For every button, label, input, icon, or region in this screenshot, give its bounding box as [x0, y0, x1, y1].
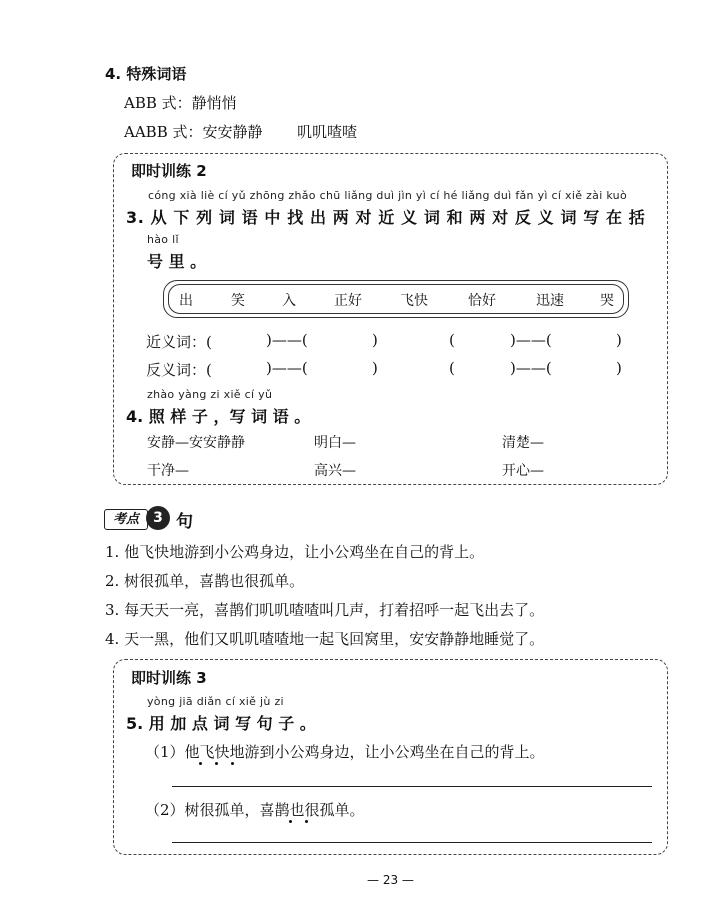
word-item: 入: [282, 293, 296, 309]
item-word: 明白—: [314, 435, 356, 451]
abb-line: ABB 式：静悄悄: [124, 94, 237, 112]
training2-title: 即时训练 2: [131, 162, 207, 180]
emphasis-dot: [289, 820, 292, 823]
synonym-pair2-close: ): [616, 331, 622, 349]
item-word: 清楚—: [502, 435, 544, 451]
item-word: 干净—: [147, 463, 189, 479]
aabb-word2: 叽叽喳喳: [297, 123, 358, 141]
antonym-pair1-close: ): [372, 359, 378, 377]
q3-pinyin: cóng xià liè cí yǔ zhōng zhǎo chū liǎng duì jìn yì cí hé liǎng duì fǎn yì cí xiě zài kuò: [148, 189, 627, 202]
word-item: 恰好: [468, 293, 496, 309]
q5-sentence-1: （1）他飞快地游到小公鸡身边，让小公鸡坐在自己的背上。: [145, 743, 545, 761]
kaodian-label: 考点: [112, 512, 139, 527]
synonym-label: 近义词：(: [146, 333, 212, 351]
antonym-pair2-mid: )——(: [510, 359, 552, 377]
q4-text: 4. 照 样 子 ，写 词 语 。: [126, 407, 311, 426]
answer-line-2[interactable]: [172, 842, 652, 843]
word-item: 哭: [600, 293, 614, 309]
antonym-pair2-open: (: [449, 359, 455, 377]
section4-heading: 4. 特殊词语: [105, 65, 187, 83]
answer-line-1[interactable]: [172, 786, 652, 787]
emphasis-dot: [215, 762, 218, 765]
item-word: 开心—: [502, 463, 544, 479]
sentence-1: 1. 他飞快地游到小公鸡身边，让小公鸡坐在自己的背上。: [105, 543, 485, 561]
emphasis-dot: [305, 820, 308, 823]
synonym-pair1-mid: )——(: [266, 331, 308, 349]
item-word: 高兴—: [314, 463, 356, 479]
word-item: 正好: [334, 293, 362, 309]
training3-title: 即时训练 3: [131, 669, 207, 687]
synonym-pair2-open: (: [449, 331, 455, 349]
synonym-pair2-mid: )——(: [510, 331, 552, 349]
q4-pinyin: zhào yàng zi xiě cí yǔ: [147, 388, 273, 401]
kaodian-title: 句: [176, 512, 193, 532]
emphasis-dot: [199, 762, 202, 765]
sentence-4: 4. 天一黑，他们又叽叽喳喳地一起飞回窝里，安安静静地睡觉了。: [105, 630, 545, 648]
q3-text2: 号 里 。: [147, 252, 207, 271]
q5-text: 5. 用 加 点 词 写 句 子 。: [126, 714, 316, 733]
sentence-2: 2. 树很孤单，喜鹊也很孤单。: [105, 572, 305, 590]
antonym-label: 反义词：(: [146, 361, 212, 379]
word-item: 出: [179, 293, 193, 309]
aabb-line: AABB 式：安安静静: [124, 123, 263, 141]
kaodian-number: 3: [153, 510, 163, 526]
example-word: 安静—安安静静: [147, 435, 245, 451]
kaodian-number-circle: [146, 506, 170, 530]
q5-sentence-2: （2）树很孤单，喜鹊也很孤单。: [145, 801, 365, 819]
word-item: 笑: [231, 293, 245, 309]
kaodian-badge: [104, 506, 170, 532]
synonym-pair1-close: ): [372, 331, 378, 349]
page-number: — 23 —: [367, 873, 414, 887]
word-item: 飞快: [400, 293, 428, 309]
antonym-pair1-mid: )——(: [266, 359, 308, 377]
q3-pinyin2: hào lǐ: [147, 233, 179, 246]
sentence-3: 3. 每天天一亮，喜鹊们叽叽喳喳叫几声，打着招呼一起飞出去了。: [105, 601, 545, 619]
emphasis-dot: [231, 762, 234, 765]
q3-text: 3. 从 下 列 词 语 中 找 出 两 对 近 义 词 和 两 对 反 义 词 写 在 括: [126, 208, 646, 227]
antonym-pair2-close: ): [616, 359, 622, 377]
kaodian-label-box: [104, 509, 148, 530]
word-item: 迅速: [536, 293, 564, 309]
q5-pinyin: yòng jiā diǎn cí xiě jù zi: [147, 695, 284, 708]
